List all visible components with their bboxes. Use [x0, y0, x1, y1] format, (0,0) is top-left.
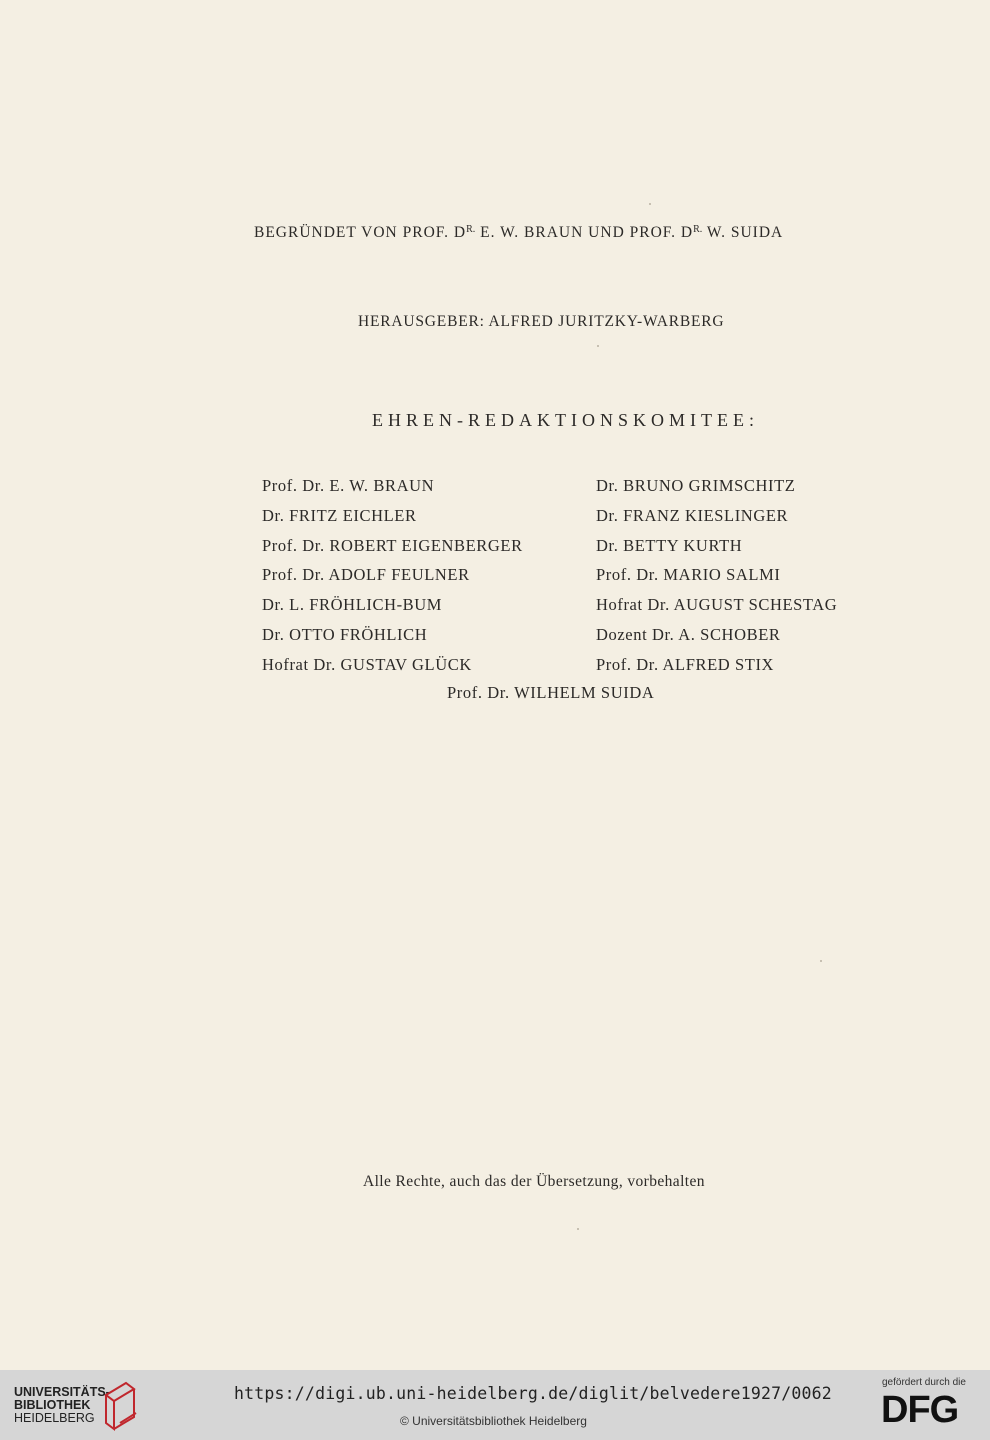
paper-speck — [820, 960, 822, 962]
last-member-name: Prof. Dr. WILHELM SUIDA — [447, 683, 655, 702]
library-name-line1: UNIVERSITÄTS- — [14, 1385, 110, 1399]
library-name-line3: HEIDELBERG — [14, 1411, 95, 1425]
rights-notice: Alle Rechte, auch das der Übersetzung, vorbehalten — [363, 1173, 705, 1190]
dfg-logo[interactable]: DFG — [881, 1389, 959, 1431]
member-name: Hofrat Dr. AUGUST SCHESTAG — [596, 595, 838, 615]
member-name: Hofrat Dr. GUSTAV GLÜCK — [262, 654, 472, 674]
founded-by-line — [254, 224, 783, 242]
member-name: Dr. OTTO FRÖHLICH — [262, 624, 428, 644]
funding-caption: gefördert durch die — [882, 1377, 966, 1388]
members-right-column — [596, 474, 837, 683]
library-emblem-icon — [100, 1379, 140, 1431]
founded-middle: E. W. BRAUN UND PROF. D — [475, 224, 694, 241]
member-name: Dr. FRITZ EICHLER — [262, 505, 417, 525]
library-name-line2: BIBLIOTHEK — [14, 1398, 91, 1412]
member-name: Dr. FRANZ KIESLINGER — [596, 505, 789, 525]
copyright-notice: © Universitätsbibliothek Heidelberg — [400, 1414, 587, 1428]
committee-title: EHREN-REDAKTIONSKOMITEE: — [372, 410, 759, 430]
member-name: Prof. Dr. ALFRED STIX — [596, 654, 775, 674]
paper-speck — [597, 345, 599, 347]
member-name: Prof. Dr. ADOLF FEULNER — [262, 565, 470, 585]
member-name: Prof. Dr. ROBERT EIGENBERGER — [262, 535, 523, 555]
member-name: Prof. Dr. MARIO SALMI — [596, 565, 781, 585]
founded-superscript-2: R. — [693, 224, 703, 235]
library-logo[interactable] — [14, 1386, 110, 1425]
paper-speck — [649, 203, 651, 205]
founded-suffix: W. SUIDA — [702, 224, 784, 241]
viewer-footer — [0, 1370, 990, 1440]
founded-superscript-1: R. — [466, 224, 476, 235]
member-name: Dr. BETTY KURTH — [596, 535, 743, 555]
editor-line: HERAUSGEBER: ALFRED JURITZKY-WARBERG — [358, 313, 725, 330]
member-name: Prof. Dr. E. W. BRAUN — [262, 476, 435, 495]
permalink-url[interactable]: https://digi.ub.uni-heidelberg.de/diglit/belvedere1927/0062 — [234, 1384, 832, 1403]
paper-speck — [577, 1228, 579, 1230]
member-name: Dr. BRUNO GRIMSCHITZ — [596, 476, 796, 495]
members-left-column — [262, 474, 523, 683]
member-name: Dr. L. FRÖHLICH-BUM — [262, 595, 443, 615]
founded-prefix: BEGRÜNDET VON PROF. D — [254, 224, 467, 241]
member-name: Dozent Dr. A. SCHOBER — [596, 624, 781, 644]
